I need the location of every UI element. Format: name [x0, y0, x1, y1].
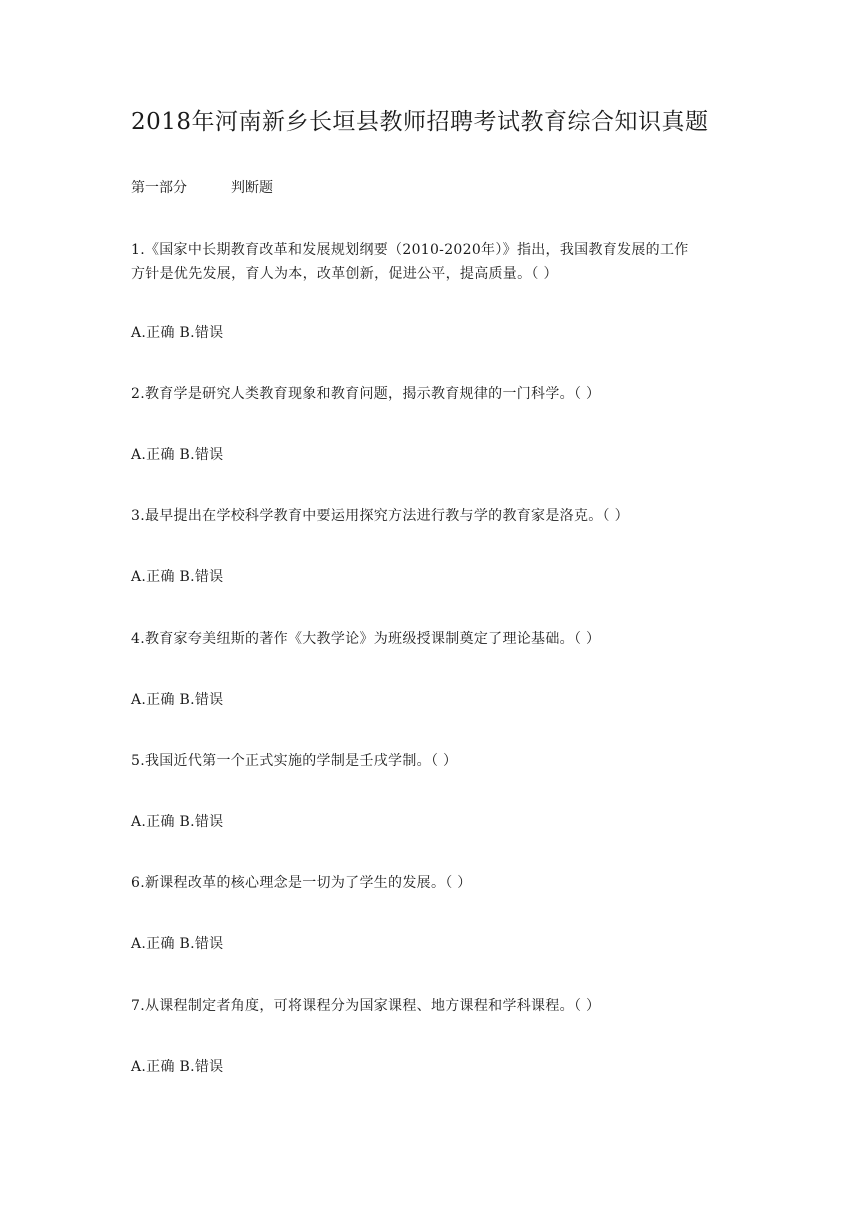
document-title: 2018年河南新乡长垣县教师招聘考试教育综合知识真题 — [131, 109, 709, 135]
question-5-options: A.正确 B.错误 — [131, 814, 224, 830]
question-4-options: A.正确 B.错误 — [131, 692, 224, 708]
question-2-options: A.正确 B.错误 — [131, 447, 224, 463]
section-name-label: 判断题 — [231, 180, 273, 196]
question-6-line-1: 6.新课程改革的核心理念是一切为了学生的发展。（ ） — [131, 875, 472, 891]
section-heading — [131, 177, 273, 197]
question-1-options: A.正确 B.错误 — [131, 325, 224, 341]
question-1-line-2: 方针是优先发展，育人为本，改革创新，促进公平，提高质量。（ ） — [131, 266, 558, 282]
question-6-options: A.正确 B.错误 — [131, 936, 224, 952]
section-part-label: 第一部分 — [131, 180, 187, 196]
question-5-line-1: 5.我国近代第一个正式实施的学制是壬戌学制。（ ） — [131, 753, 458, 769]
question-2-line-1: 2.教育学是研究人类教育现象和教育问题，揭示教育规律的一门科学。（ ） — [131, 386, 601, 402]
question-1-line-1: 1.《国家中长期教育改革和发展规划纲要（2010-2020年）》指出，我国教育发展的工作 — [131, 242, 689, 258]
question-4-line-1: 4.教育家夸美纽斯的著作《大教学论》为班级授课制奠定了理论基础。（ ） — [131, 631, 601, 647]
question-7-line-1: 7.从课程制定者角度，可将课程分为国家课程、地方课程和学科课程。（ ） — [131, 998, 601, 1014]
question-3-line-1: 3.最早提出在学校科学教育中要运用探究方法进行教与学的教育家是洛克。（ ） — [131, 508, 629, 524]
question-7-options: A.正确 B.错误 — [131, 1059, 224, 1075]
question-3-options: A.正确 B.错误 — [131, 569, 224, 585]
